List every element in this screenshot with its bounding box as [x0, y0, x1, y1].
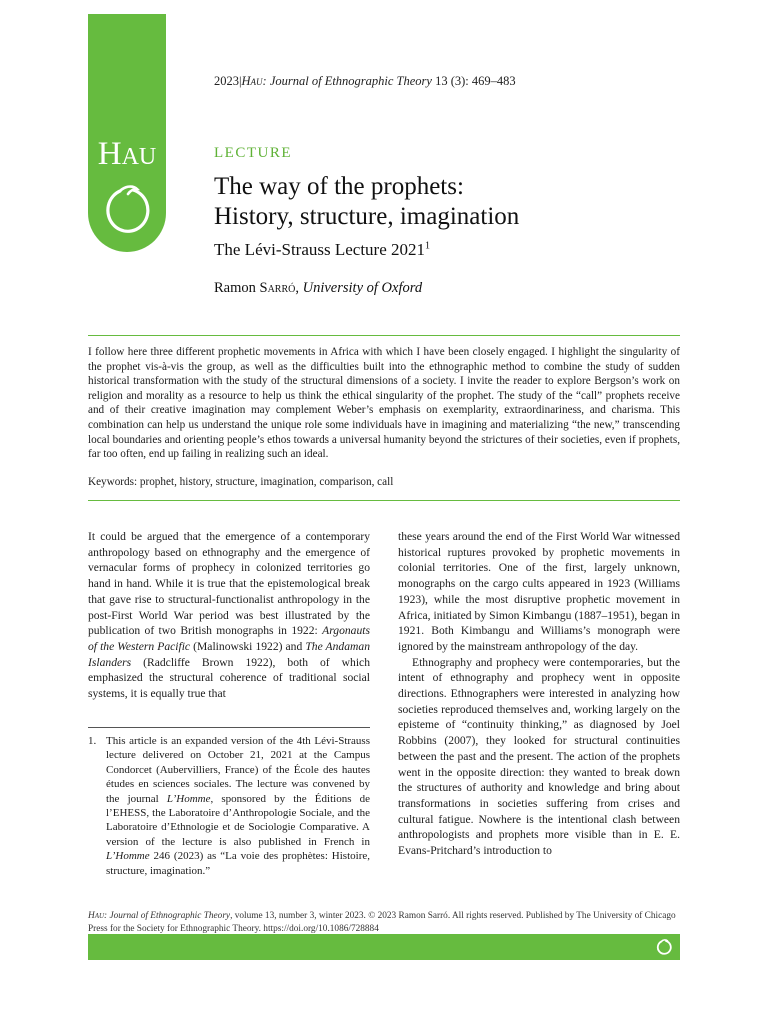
body-column-right: [398, 529, 680, 859]
body-text: It could be argued that the emergence of a contemporary anthropology based on ethnography and the emergence of vernacular forms of prophecy in colonized territories go hand in hand. While it is true that the epistemological break that gave rise to structural-functionalist anthropology in the post-First World War period was best illustrated by the publication of two British monographs in 1922:: [88, 530, 370, 638]
author-given-name: Ramon: [214, 280, 260, 296]
body-text: (Malinowski 1922) and: [190, 639, 306, 653]
author-separator: ,: [295, 280, 303, 296]
article-subtitle: [214, 240, 430, 260]
author-affiliation: University of Oxford: [302, 280, 423, 296]
footnote-segment: , sponsored by the Éditions de l’EHESS, the Laboratoire d’Anthropologie Sociale, and the Laboratoire d’Ethnologie et de Sociologie Comparative. A version of the lecture is also published in French in: [106, 792, 370, 848]
subtitle-text: The Lévi-Strauss Lecture 2021: [214, 240, 426, 259]
footnote-number: 1.: [88, 735, 97, 747]
body-paragraph: these years around the end of the First World War witnessed historical ruptures provoked by prophetic movements in colonial territories. One of the first, largely unknown, monographs on the cargo cults appeared in 1923 (Williams 1923), while the most disruptive prophetic movement in Africa, initiated by Simon Kimbangu (1887–1951), began in 1921. Both Kimbangu and Williams’s monograph were ignored by the mainstream anthropology of the day.: [398, 530, 680, 653]
footer-bar: [88, 934, 680, 960]
abstract-top-rule: [88, 335, 680, 336]
footnote-segment: 246 (2023) as “La voie des prophètes: Histoire, structure, imagination.”: [106, 850, 370, 877]
journal-volume-pages: 13 (3): 469–483: [431, 74, 516, 88]
footer-journal-name: : Journal of Ethnographic Theory: [104, 911, 231, 921]
book-title-argonauts: Argonauts of the Western Pacific: [88, 624, 370, 653]
abstract: I follow here three different prophetic movements in Africa with which I have been closely engaged. I highlight the singularity of the prophet vis-à-vis the group, as well as the difficulties built into the ethnographic method to combine the study of sudden historical transformation with the study of the structural dimensions of a society. I invite the reader to explore Bergson’s work on religion and morality as a resource to help us think the ethical singularity of the prophet. The study of the “call” prophets receive and of their creative imagination may complement Weber’s emphasis on exemplarity, extraordinariness, and charisma. This combination can help us understand the unique role some individuals have in imagining and materializing “the new,” transcending local boundaries and orienting people’s ethos towards a universal humanity beyond the strictures of their societies, even if prophets, far too often, end up failing in realizing such an ideal.: [88, 346, 680, 461]
body-paragraph: [88, 529, 370, 702]
ouroboros-icon: [103, 182, 153, 236]
body-text: (Radcliffe Brown 1922), both of which emphasized the structural coherence of traditional social systems, it is equally true that: [88, 655, 370, 701]
footer-journal-short: Hau: [88, 911, 105, 921]
journal-citation: [214, 74, 516, 89]
article-title: [214, 172, 519, 232]
ouroboros-icon: [655, 938, 673, 956]
book-title-andaman: The Andaman Islanders: [88, 639, 370, 669]
journal-separator: |: [239, 74, 242, 88]
hau-logo-wordmark: [88, 136, 166, 173]
footnote-journal-title: L’Homme: [166, 792, 211, 805]
journal-short-name: Hau: [241, 74, 263, 88]
author-line: [214, 280, 422, 297]
journal-name: : Journal of Ethnographic Theory: [262, 74, 432, 88]
keywords: Keywords: prophet, history, structure, imagination, comparison, call: [88, 476, 394, 488]
body-paragraph: Ethnography and prophecy were contemporaries, but the intent of ethnography and prophecy went in opposite directions. Ethnographers were interested in analyzing how societies reproduced themselves and, working largely on the episteme of “continuity thinking,” as diagnosed by Joel Robbins (2007), they looked for structural continuities between the past and the present. The action of the prophets went in the opposite direction: they wanted to break down the structures of authority and knowledge and bring about transformations in societies suffering from crises and cultural fatigue. Nowhere is the intentional clash between anthropologists and prophets more visible than in E. E. Evans-Pritchard’s introduction to: [398, 655, 680, 858]
logo-rest: AU: [121, 144, 157, 170]
footnote-rule: [88, 727, 370, 728]
title-line-2: History, structure, imagination: [214, 203, 520, 230]
footnote-ref[interactable]: 1: [425, 240, 431, 252]
hau-logo-tab: [88, 14, 166, 252]
section-label: LECTURE: [214, 145, 292, 161]
footnote-segment: This article is an expanded version of the 4th Lévi-Strauss lecture delivered on October 21, 2021 at the Campus Condorcet (Aubervilliers, France) of the École des hautes études en sciences sociales. The lecture was convened by the journal: [106, 735, 370, 805]
journal-year: 2023: [214, 74, 239, 88]
author-family-name: Sarró: [259, 280, 296, 296]
footer-credit-text: , volume 13, number 3, winter 2023. © 2023 Ramon Sarró. All rights reserved. Published by The University of Chicago Press for the Society for Ethnographic Theory. https://doi.org/10.1086/728884: [88, 911, 676, 934]
title-line-1: The way of the prophets:: [214, 173, 464, 200]
copyright-credit: [88, 910, 680, 935]
footnote-text: [106, 734, 370, 878]
footnote-journal-title: L’Homme: [106, 850, 150, 863]
abstract-bottom-rule: [88, 500, 680, 501]
body-column-left: [88, 529, 370, 702]
logo-initial: H: [97, 136, 122, 172]
footnote: [88, 734, 370, 878]
